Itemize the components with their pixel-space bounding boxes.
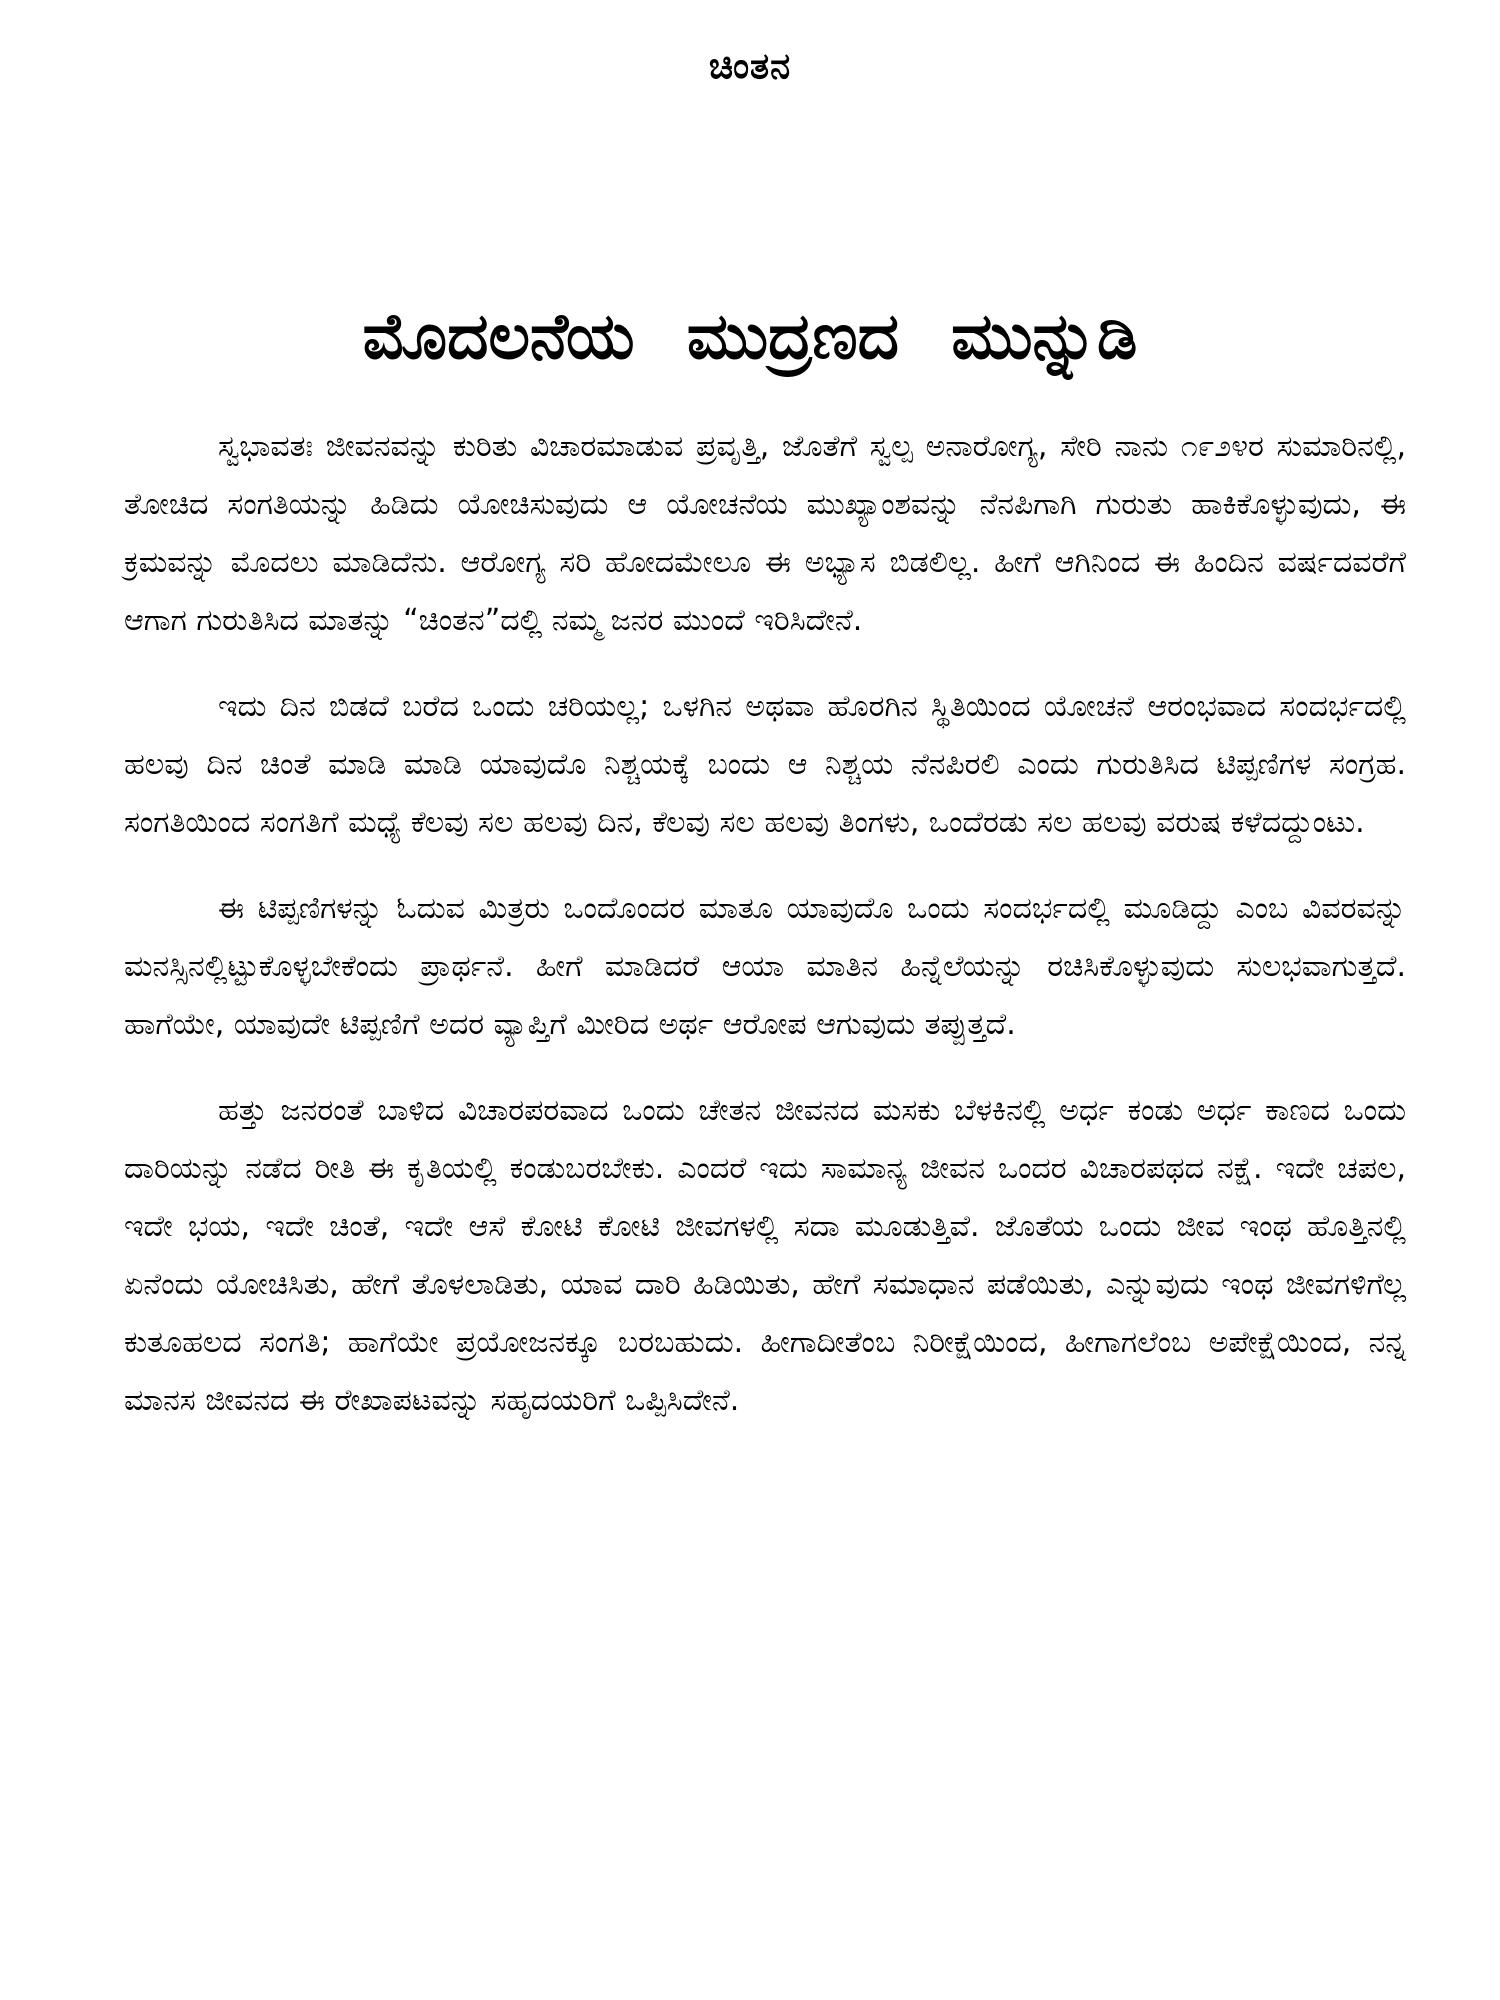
- paragraph-2: ಇದು ದಿನ ಬಿಡದೆ ಬರೆದ ಒಂದು ಚರಿಯಲ್ಲ; ಒಳಗಿನ ಅಥವಾ ಹೊರಗಿನ ಸ್ಥಿತಿಯಿಂದ ಯೋಚನೆ ಆರಂಭವಾದ ಸಂದರ್ಭದಲ್ಲಿ ಹಲವು ದಿನ ಚಿಂತೆ ಮಾಡಿ ಮಾಡಿ ಯಾವುದೊ ನಿಶ್ಚಯಕ್ಕೆ ಬಂದು ಆ ನಿಶ್ಚಯ ನೆನಪಿರಲಿ ಎಂದು ಗುರುತಿಸಿದ ಟಿಪ್ಪಣಿಗಳ ಸಂಗ್ರಹ. ಸಂಗತಿಯಿಂದ ಸಂಗತಿಗೆ ಮಧ್ಯೆ ಕೆಲವು ಸಲ ಹಲವು ದಿನ, ಕೆಲವು ಸಲ ಹಲವು ತಿಂಗಳು, ಒಂದೆರಡು ಸಲ ಹಲವು ವರುಷ ಕಳೆದದ್ದುಂಟು.: [124, 689, 1406, 840]
- paragraph-3: ಈ ಟಿಪ್ಪಣಿಗಳನ್ನು ಓದುವ ಮಿತ್ರರು ಒಂದೊಂದರ ಮಾತೂ ಯಾವುದೊ ಒಂದು ಸಂದರ್ಭದಲ್ಲಿ ಮೂಡಿದ್ದು ಎಂಬ ವಿವರವನ್ನು ಮನಸ್ಸಿನಲ್ಲಿಟ್ಟುಕೊಳ್ಳಬೇಕೆಂದು ಪ್ರಾರ್ಥನೆ. ಹೀಗೆ ಮಾಡಿದರೆ ಆಯಾ ಮಾತಿನ ಹಿನ್ನೆಲೆಯನ್ನು ರಚಿಸಿಕೊಳ್ಳುವುದು ಸುಲಭವಾಗುತ್ತದೆ. ಹಾಗೆಯೇ, ಯಾವುದೇ ಟಿಪ್ಪಣಿಗೆ ಅದರ ವ್ಯಾಪ್ತಿಗೆ ಮೀರಿದ ಅರ್ಥ ಆರೋಪ ಆಗುವುದು ತಪ್ಪುತ್ತದೆ.: [124, 891, 1406, 1042]
- paragraph-1: ಸ್ವಭಾವತಃ ಜೀವನವನ್ನು ಕುರಿತು ವಿಚಾರಮಾಡುವ ಪ್ರವೃತ್ತಿ, ಜೊತೆಗೆ ಸ್ವಲ್ಪ ಅನಾರೋಗ್ಯ, ಸೇರಿ ನಾನು ೧೯೨೪ರ ಸುಮಾರಿನಲ್ಲಿ, ತೋಚಿದ ಸಂಗತಿಯನ್ನು ಹಿಡಿದು ಯೋಚಿಸುವುದು ಆ ಯೋಚನೆಯ ಮುಖ್ಯಾಂಶವನ್ನು ನೆನಪಿಗಾಗಿ ಗುರುತು ಹಾಕಿಕೊಳ್ಳುವುದು, ಈ ಕ್ರಮವನ್ನು ಮೊದಲು ಮಾಡಿದೆನು. ಆರೋಗ್ಯ ಸರಿ ಹೋದಮೇಲೂ ಈ ಅಭ್ಯಾಸ ಬಿಡಲಿಲ್ಲ. ಹೀಗೆ ಆಗಿನಿಂದ ಈ ಹಿಂದಿನ ವರ್ಷದವರೆಗೆ ಆಗಾಗ ಗುರುತಿಸಿದ ಮಾತನ್ನು “ಚಿಂತನ”ದಲ್ಲಿ ನಮ್ಮ ಜನರ ಮುಂದೆ ಇರಿಸಿದೇನೆ.: [124, 429, 1406, 638]
- body-text: [124, 418, 1406, 1458]
- page-title: ಮೊದಲನೆಯ ಮುದ್ರಣದ ಮುನ್ನುಡಿ: [362, 300, 1138, 374]
- running-header-title: ಚಿಂತನ: [708, 46, 792, 87]
- paragraph-4: ಹತ್ತು ಜನರಂತೆ ಬಾಳಿದ ವಿಚಾರಪರವಾದ ಒಂದು ಚೇತನ ಜೀವನದ ಮಸಕು ಬೆಳಕಿನಲ್ಲಿ ಅರ್ಧ ಕಂಡು ಅರ್ಧ ಕಾಣದ ಒಂದು ದಾರಿಯನ್ನು ನಡೆದ ರೀತಿ ಈ ಕೃತಿಯಲ್ಲಿ ಕಂಡುಬರಬೇಕು. ಎಂದರೆ ಇದು ಸಾಮಾನ್ಯ ಜೀವನ ಒಂದರ ವಿಚಾರಪಥದ ನಕ್ಷೆ. ಇದೇ ಚಪಲ, ಇದೇ ಭಯ, ಇದೇ ಚಿಂತೆ, ಇದೇ ಆಸೆ ಕೋಟಿ ಕೋಟಿ ಜೀವಗಳಲ್ಲಿ ಸದಾ ಮೂಡುತ್ತಿವೆ. ಜೊತೆಯ ಒಂದು ಜೀವ ಇಂಥ ಹೊತ್ತಿನಲ್ಲಿ ಏನೆಂದು ಯೋಚಿಸಿತು, ಹೇಗೆ ತೊಳಲಾಡಿತು, ಯಾವ ದಾರಿ ಹಿಡಿಯಿತು, ಹೇಗೆ ಸಮಾಧಾನ ಪಡೆಯಿತು, ಎನ್ನುವುದು ಇಂಥ ಜೀವಗಳಿಗೆಲ್ಲ ಕುತೂಹಲದ ಸಂಗತಿ; ಹಾಗೆಯೇ ಪ್ರಯೋಜನಕ್ಕೂ ಬರಬಹುದು. ಹೀಗಾದೀತೆಂಬ ನಿರೀಕ್ಷೆಯಿಂದ, ಹೀಗಾಗಲೆಂಬ ಅಪೇಕ್ಷೆಯಿಂದ, ನನ್ನ ಮಾನಸ ಜೀವನದ ಈ ರೇಖಾಪಟವನ್ನು ಸಹೃದಯರಿಗೆ ಒಪ್ಪಿಸಿದೇನೆ.: [124, 1093, 1406, 1418]
